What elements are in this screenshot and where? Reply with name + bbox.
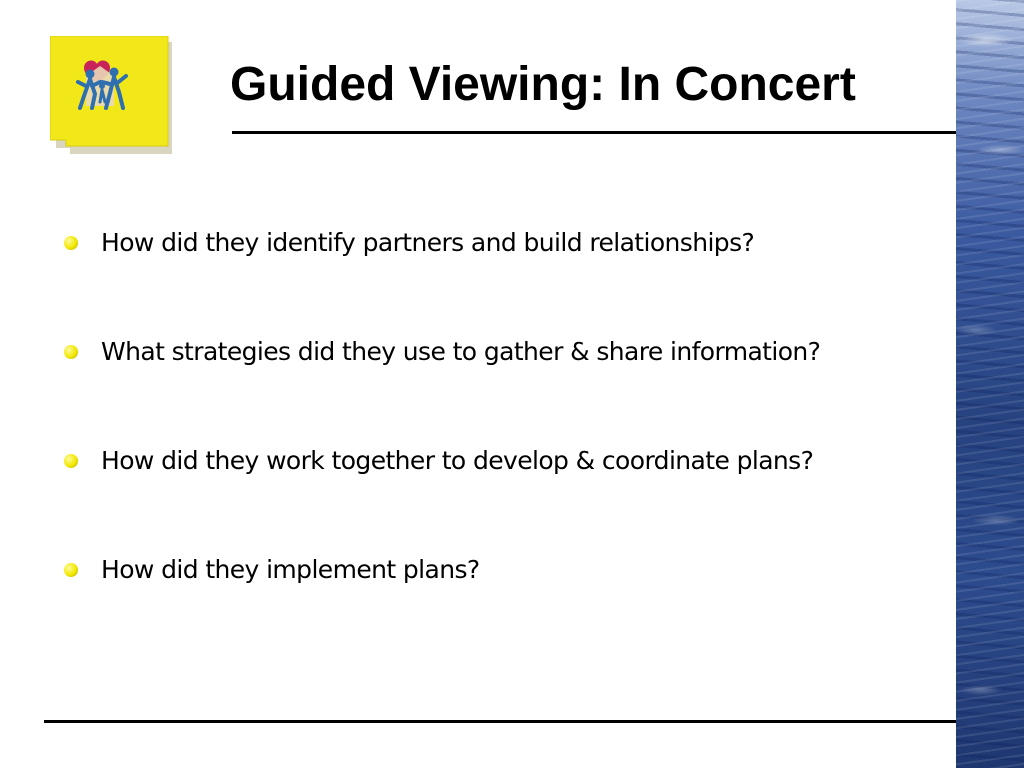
bullet-text: How did they work together to develop & coordinate plans? [101,446,814,475]
decorative-water-strip [956,0,1024,768]
bullet-list [60,222,950,658]
bullet-item [60,331,950,440]
bullet-icon [64,236,78,250]
bullet-text: How did they identify partners and build relationships? [101,228,755,257]
bullet-icon [64,454,78,468]
slide-title: Guided Viewing: In Concert [230,58,856,111]
bullet-icon [64,345,78,359]
bullet-text: How did they implement plans? [101,555,480,584]
bullet-item [60,222,950,331]
bullet-item [60,440,950,549]
bullet-item [60,549,950,658]
new-mexico-people-heart-icon [50,36,172,154]
bullet-text: What strategies did they use to gather & share information? [101,337,821,366]
footer-rule [44,720,972,723]
new-mexico-logo-icon [50,36,172,154]
title-underline [232,131,972,134]
bullet-icon [64,563,78,577]
